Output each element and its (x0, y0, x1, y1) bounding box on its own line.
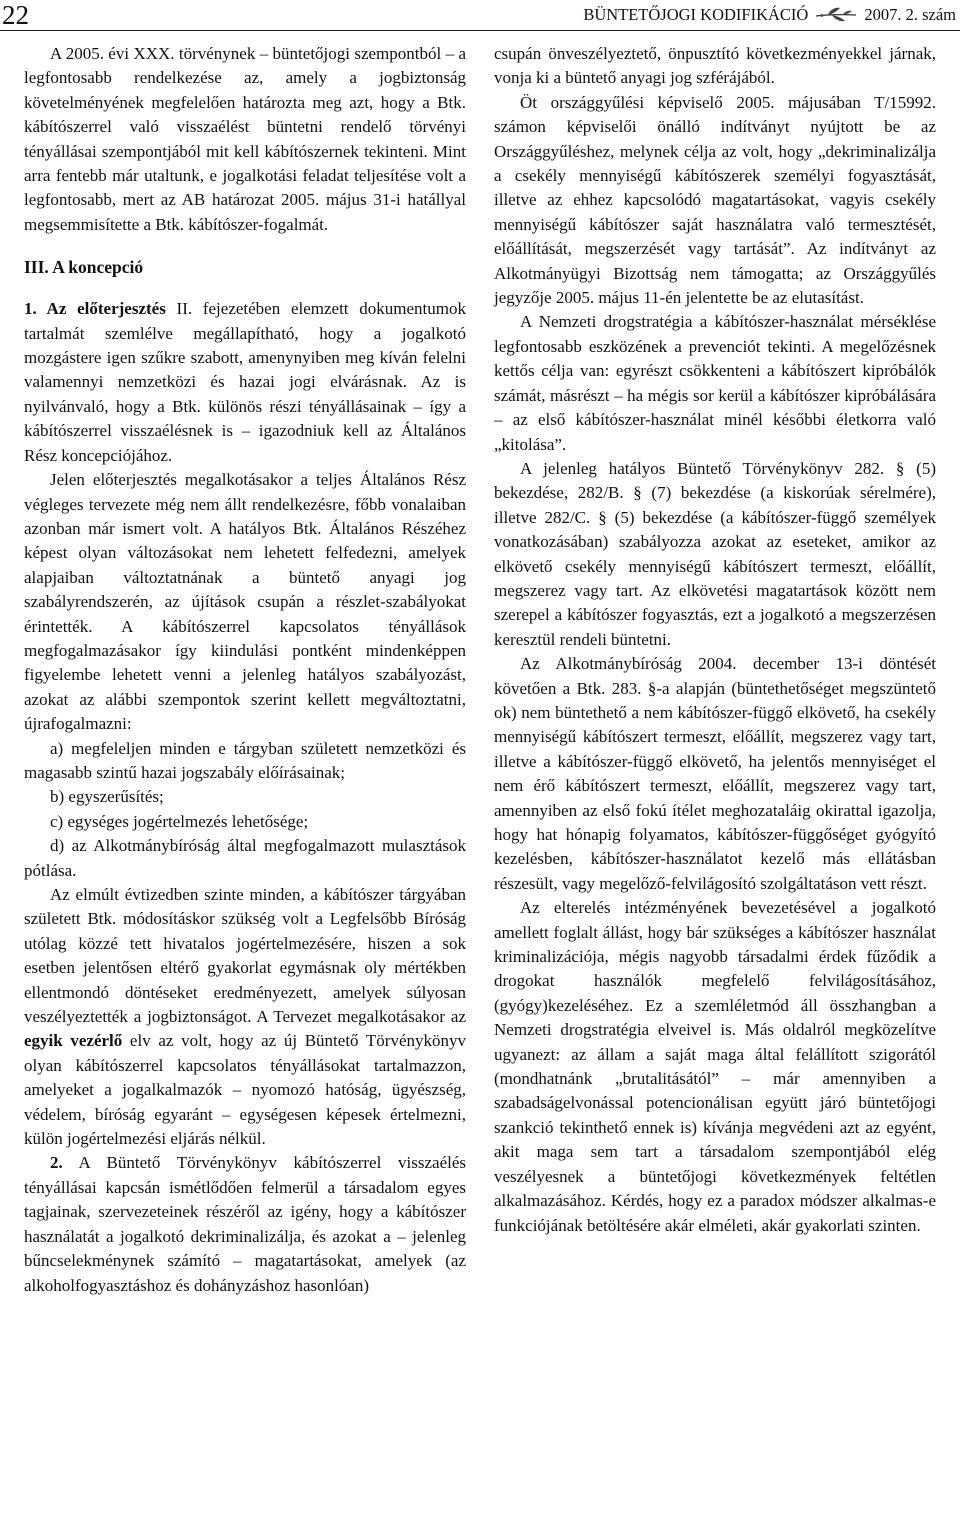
subsection-number: 2. (50, 1153, 63, 1173)
issue-number: 2007. 2. szám (864, 5, 956, 24)
list-item: c) egységes jogértelmezés lehetősége; (50, 811, 309, 831)
left-column (24, 42, 466, 1298)
paragraph (24, 883, 466, 1151)
paragraph-text: II. fejezetében elemzett dokumentumok tartalmát szemlélve megállapítható, hogy a jogalkotó mozgástere igen szűkre szabott, amenynyiben meg kíván felelni valamennyi nemzetközi és hazai jogi elvárásnak. Az is nyilvánvaló, hogy a Btk. különös részi tényállásainak – így a kábítószerrel visszaélésnek is – igazodniuk kell az Általános Rész koncepciójához. (24, 299, 466, 465)
paragraph: csupán önveszélyeztető, önpusztító következményekkel járnak, vonja ki a büntető anyagi jog szférájából. (494, 44, 936, 88)
header-rule (0, 30, 960, 31)
right-column (494, 42, 936, 1238)
list-item: b) egyszerűsítés; (50, 787, 164, 807)
journal-title: BÜNTETŐJOGI KODIFIKÁCIÓ (583, 5, 809, 24)
subsection-heading: 1. Az előterjesztés (24, 299, 166, 319)
paragraph: Öt országgyűlési képviselő 2005. májusában T/15992. számon képviselői önálló indítványt nyújtott be az Országgyűléshez, melynek célja az volt, hogy „dekriminalizálja a csekély mennyiségű kábítószerek személyi fogyasztását, illetve az ehhez kapcsolódó magatartásokat, vagyis csekély mennyiségű kábítószer saját használatra való termesztését, előállítását, megszerzését vagy tartását”. Az indítványt az Alkotmányügyi Bizottság nem támogatta; az Országgyűlés jegyzője 2005. május 11-én jelentette be az elutasítást. (494, 92, 936, 308)
paragraph-text: elv az volt, hogy az új Büntető Törvénykönyv olyan kábítószerrel kapcsolatos tényállásokat tartalmazzon, amelyeket a jogalkalmazók – nyomozó hatóság, ügyészség, védelem, bíróság egyaránt – egységesen képesek értelmezni, külön jogértelmezési eljárás nélkül. (24, 1031, 466, 1149)
paragraph: A jelenleg hatályos Büntető Törvénykönyv 282. § (5) bekezdése, 282/B. § (7) bekezdése (a kiskorúak sérelmére), illetve 282/C. § (5) bekezdése (a kábítószer-függő személyek vonatkozásában) szabályozza azokat az eseteket, amikor az elkövető csekély mennyiségű kábítószert termeszt, előállít, megszerez vagy tart. Az elkövetési magatartások között nem szerepel a kábítószer fogyasztás, ezt a jogalkotó a megszerzésen keresztül rendeli büntetni. (494, 458, 936, 649)
paragraph: Jelen előterjesztés megalkotásakor a teljes Általános Rész végleges tervezete még nem állt rendelkezésre, főbb vonalaiban azonban már ismert volt. A hatályos Btk. Általános Részéhez képest olyan változásokat nem lehetett felfedezni, amelyek alapjaiban változtatnának a büntető anyagi jog szabályrendszerén, az újítások csupán a részlet-szabályokat érintették. A kábítószerrel kapcsolatos tényállások megfogalmazásakor így kiindulási pontként mindenképpen figyelembe lehetett venni a jelenleg hatályos szabályozást, azokat az alábbi szempontok szerint kellett megváltoztatni, újrafogalmazni: (24, 470, 466, 734)
paragraph-text: A Büntető Törvénykönyv kábítószerrel visszaélés tényállásai kapcsán ismétlődően felmerül a társadalom egyes tagjainak, szervezeteinek részéről az igény, hogy a kábítószer használatát a jogalkotó dekriminalizálja, és azokat a – jelenleg bűncselekménynek számító – magatartásokat, amelyek (az alkoholfogyasztáshoz és dohányzáshoz hasonlóan) (24, 1153, 466, 1295)
page-number: 22 (2, 0, 29, 30)
list-item: d) az Alkotmánybíróság által megfogalmazott mulasztások pótlása. (24, 836, 466, 880)
paragraph: A Nemzeti drogstratégia a kábítószer-használat mérséklése legfontosabb eszközének a prevenciót tekinti. A megelőzésnek kettős célja van: egyrészt csökkenteni a kábítószert kipróbálók számát, másrészt – ha mégis sor kerül a kábítószer kipróbálására – az első kábítószer-használat minél későbbi életkorra való „kitolása”. (494, 312, 936, 454)
section-heading: III. A koncepció (24, 257, 144, 278)
emphasis-text: egyik vezérlő (24, 1031, 123, 1051)
paragraph (24, 297, 466, 468)
page-header (0, 0, 960, 30)
paragraph: Az elterelés intézményének bevezetésével a jogalkotó amellett foglalt állást, hogy bár szükséges a kábítószer használat kriminalizációja, mégis nagyobb társadalmi érdek fűződik a drogokat használók megfelelő felvilágosításához, (gyógy)kezeléséhez. Ez a szemléletmód áll összhangban a Nemzeti drogstratégia elveivel is. Más oldalról megközelítve ugyanezt: az állam a saját maga által felállított szigorától (mondhatnánk „brutalitásától” – már amennyiben a szabadságelvonással potencionálisan együtt járó büntetőjogi szankció tekinthető ennek is) kívánja megvédeni azt az egyént, akit maga sem tart a társadalom szempontjából elég veszélyesnek a büntetőjogi következmények feltétlen alkalmazásához. Kérdés, hogy ez a paradox módszer alkalmas-e funkciójának betöltésére akár elméleti, akár gyakorlati szinten. (494, 898, 936, 1235)
running-head (583, 2, 956, 28)
paragraph-text: Az elmúlt évtizedben szinte minden, a kábítószer tárgyában született Btk. módosításkor szükség volt a Legfelsőbb Bíróság utólag közzé tett hivatalos jogértelmezésére, hiszen a sok esetben jelentősen eltérő gyakorlat egymásnak oly mértékben ellentmondó döntéseket eredményezett, amelyek súlyosan veszélyeztették a jogbiztonságot. A Tervezet megalkotásakor az (24, 885, 466, 1027)
paragraph (24, 1151, 466, 1297)
paragraph: Az Alkotmánybíróság 2004. december 13-i döntését követően a Btk. 283. §-a alapján (büntethetőséget megszüntető ok) nem büntethető a nem kábítószer-függő elkövető, ha csekély mennyiségű kábítószert termeszt, előállít, megszerez vagy tart, illetve a kábítószer-függő elkövető, ha jelentős mennyiséget el nem érő kábítószert termeszt, előállít, megszerez vagy tart, amennyiben az első fokú ítélet meghozataláig okirattal igazolja, hogy hat hónapig folyamatos, kábítószer-függőséget gyógyító kezelésben, kábítószer-használatot kezelő más ellátásban részesült, vagy megelőző-felvilágosító szolgáltatáson vett részt. (494, 654, 936, 893)
leaf-ornament-icon (814, 6, 858, 24)
paragraph: A 2005. évi XXX. törvénynek – büntetőjogi szempontból – a legfontosabb rendelkezése az, amely a jogbiztonság követelményének megfelelően határozta meg azt, hogy a Btk. kábítószerrel való visszaélést büntetni rendelő törvényi tényállásai szempontjából mit kell kábítószernek tekinteni. Mint arra fentebb már utaltunk, e jogalkotási feladat teljesítése volt a legfontosabb, mert az AB határozat 2005. május 31-i hatállyal megsemmisítette a Btk. kábítószer-fogalmát. (24, 44, 466, 234)
list-item: a) megfeleljen minden e tárgyban született nemzetközi és magasabb szintű hazai jogszabály előírásainak; (24, 738, 466, 782)
